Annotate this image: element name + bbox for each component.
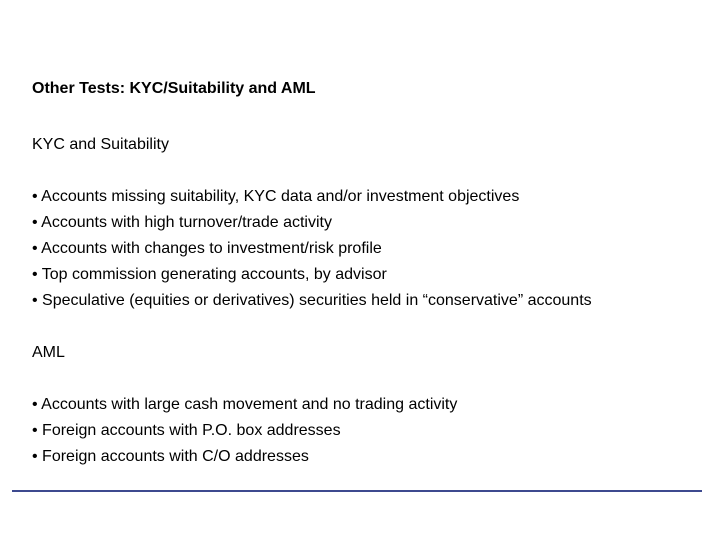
aml-bullet-list — [32, 396, 457, 474]
kyc-bullet-list — [32, 188, 592, 318]
footer-divider — [12, 490, 702, 492]
kyc-bullet-item: • Accounts with high turnover/trade activity — [32, 214, 332, 231]
kyc-bullet-item: • Top commission generating accounts, by advisor — [32, 266, 387, 283]
aml-section-heading: AML — [32, 344, 65, 361]
kyc-bullet-item: • Accounts missing suitability, KYC data and/or investment objectives — [32, 188, 520, 205]
kyc-bullet-item: • Speculative (equities or derivatives) securities held in “conservative” accounts — [32, 292, 592, 309]
kyc-section-heading: KYC and Suitability — [32, 136, 169, 153]
aml-bullet-item: • Accounts with large cash movement and no trading activity — [32, 396, 458, 413]
slide-title: Other Tests: KYC/Suitability and AML — [32, 80, 316, 97]
kyc-bullet-item: • Accounts with changes to investment/risk profile — [32, 240, 382, 257]
aml-bullet-item: • Foreign accounts with P.O. box addresses — [32, 422, 341, 439]
aml-bullet-item: • Foreign accounts with C/O addresses — [32, 448, 309, 465]
